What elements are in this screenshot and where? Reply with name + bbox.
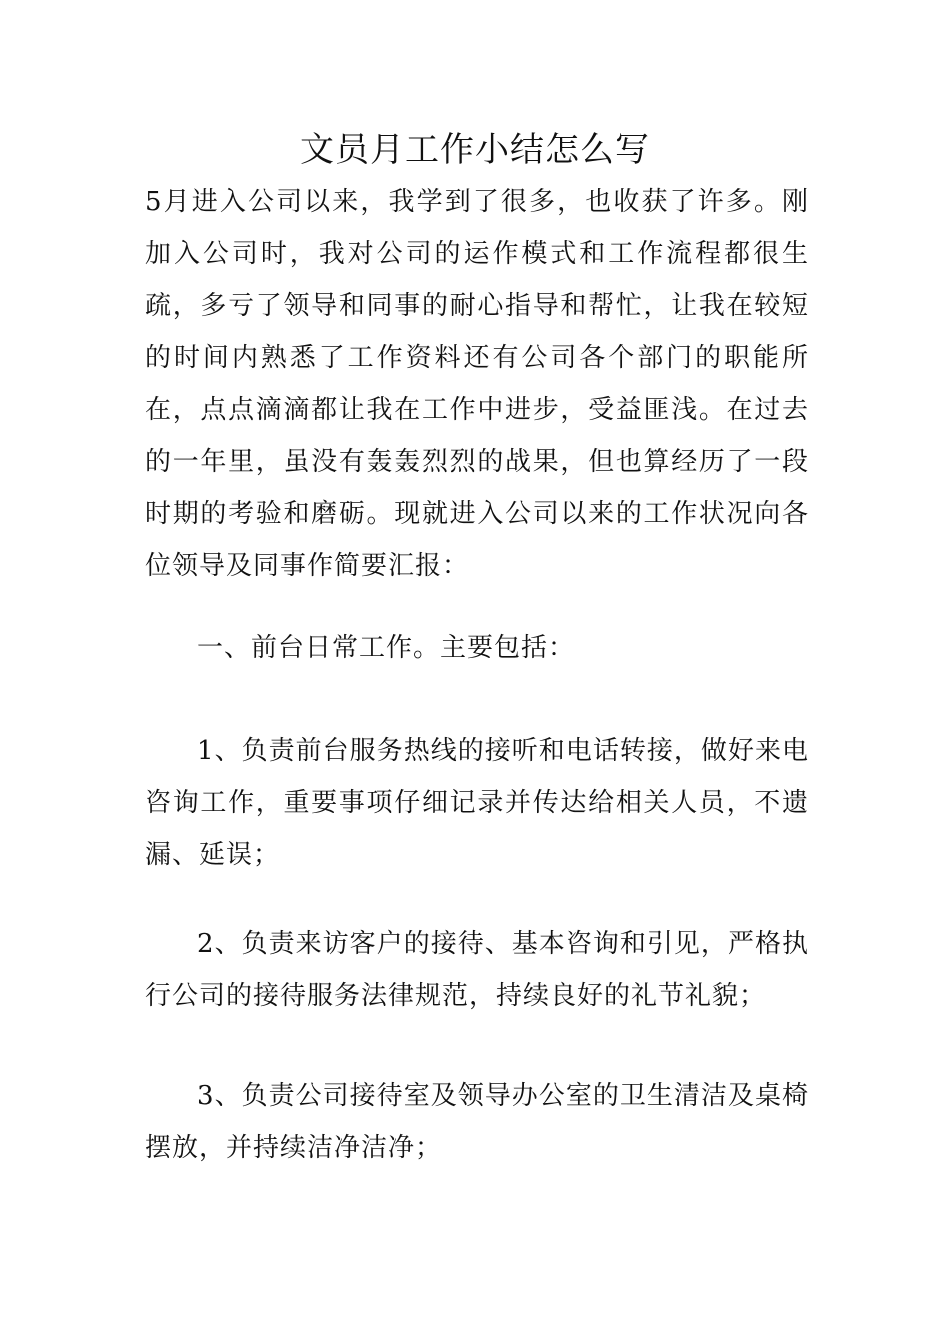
list-item: 3、负责公司接待室及领导办公室的卫生清洁及桌椅摆放，并持续洁净洁净； (145, 1081, 809, 1163)
intro-paragraph: 5月进入公司以来，我学到了很多，也收获了许多。刚加入公司时，我对公司的运作模式和工作流程都很生疏，多亏了领导和同事的耐心指导和帮忙，让我在较短的时间内熟悉了工作资料还有公司各个部门的职能所在，点点滴滴都让我在工作中进步，受益匪浅。在过去的一年里，虽没有轰轰烈烈的战果，但也算经历了一段时期的考验和磨砺。现就进入公司以来的工作状况向各位领导及同事作简要汇报： (145, 187, 809, 581)
document-title: 文员月工作小结怎么写 (300, 130, 650, 170)
list-item: 2、负责来访客户的接待、基本咨询和引见，严格执行公司的接待服务法律规范，持续良好的礼节礼貌； (145, 929, 809, 1011)
list-item: 1、负责前台服务热线的接听和电话转接，做好来电咨询工作，重要事项仔细记录并传达给相关人员，不遗漏、延误； (145, 736, 809, 870)
section-heading: 一、前台日常工作。主要包括： (197, 633, 576, 663)
